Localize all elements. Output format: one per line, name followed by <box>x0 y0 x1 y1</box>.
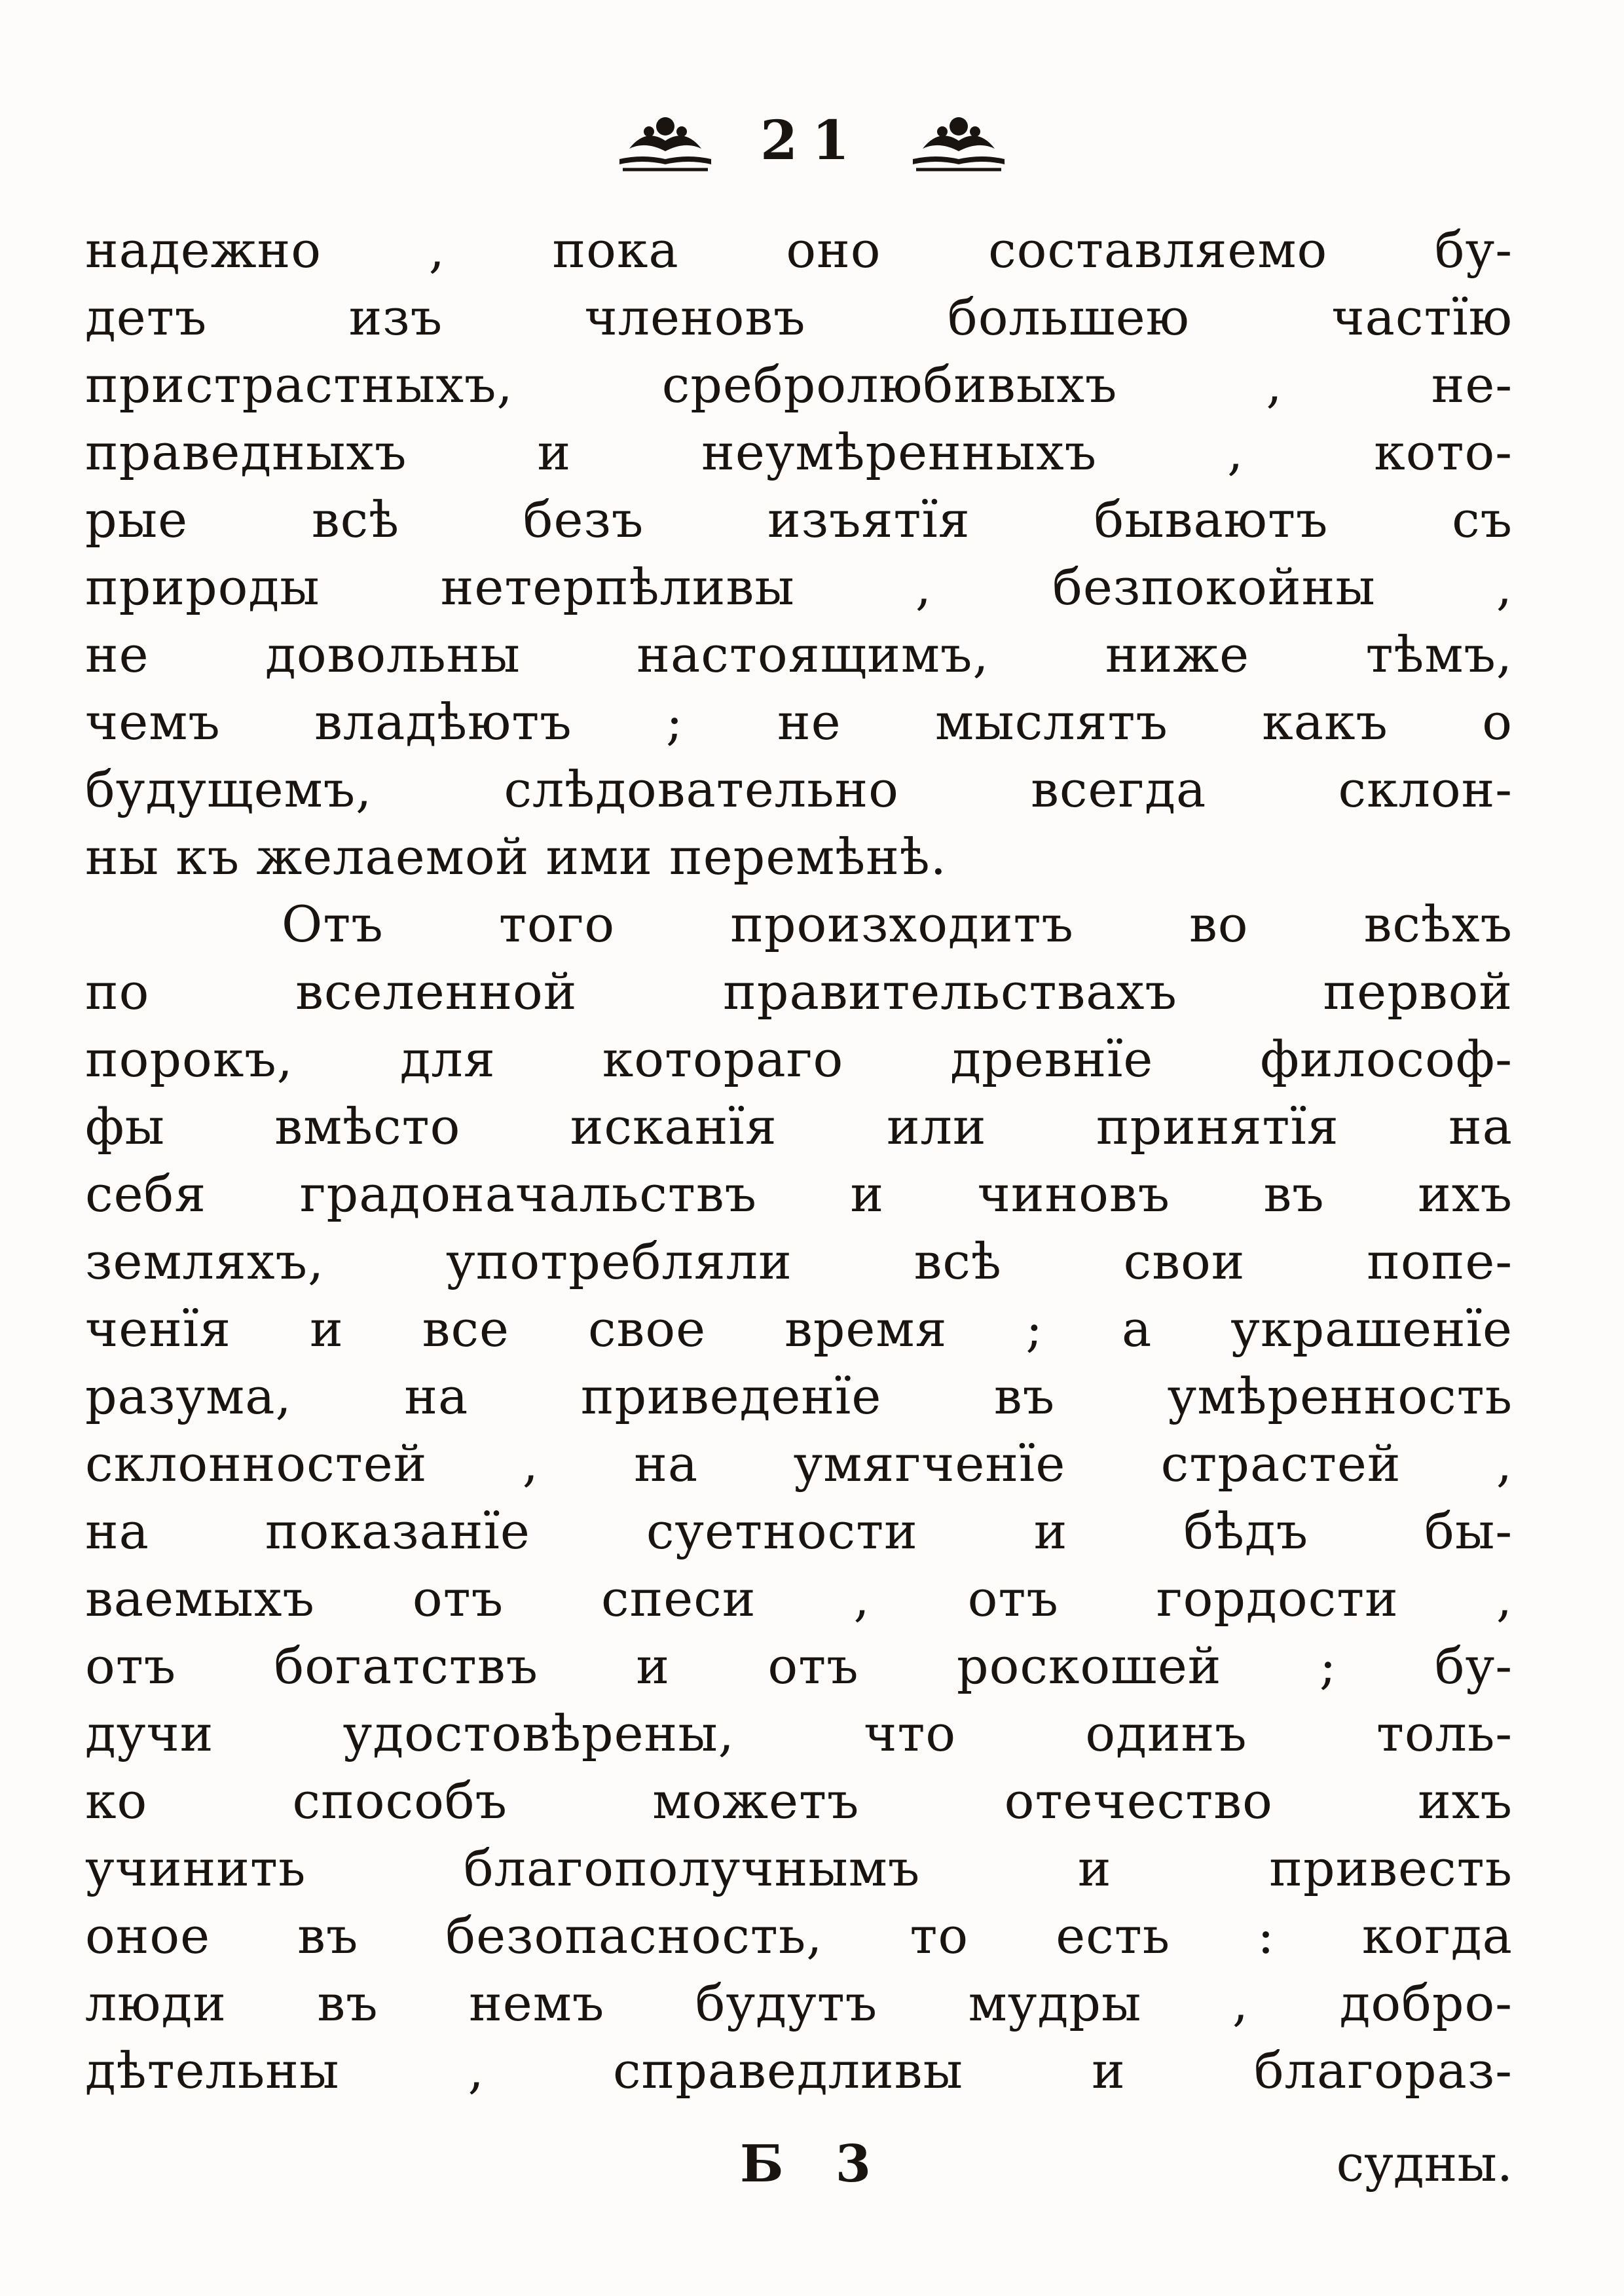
page-number: 21 <box>760 109 864 172</box>
text-line: земляхъ, употребляли всѣ свои попе- <box>85 1232 1513 1290</box>
crown-ornament-icon <box>910 108 1008 173</box>
crown-ornament-icon <box>616 108 714 173</box>
text-line: праведныхъ и неумѣренныхъ , кото- <box>85 423 1513 481</box>
text-line: отъ богатствъ и отъ роскошей ; бу- <box>85 1637 1513 1695</box>
text-line: природы нетерпѣливы , безпокойны , <box>85 558 1513 616</box>
text-line: чемъ владѣютъ ; не мыслятъ какъ о <box>85 693 1513 751</box>
text-line: себя градоначальствъ и чиновъ въ ихъ <box>85 1165 1513 1223</box>
catchword: судны. <box>1336 2134 1513 2193</box>
text-line: учинить благополучнымъ и привесть <box>85 1839 1513 1897</box>
page-footer <box>85 2134 1513 2206</box>
text-line: надежно , пока оно составляемо бу- <box>85 221 1513 279</box>
text-line: порокъ, для котораго древнїе философ- <box>85 1030 1513 1088</box>
text-line: по вселенной правительствахъ первой <box>85 962 1513 1021</box>
text-line: рые всѣ безъ изъятїя бываютъ съ <box>85 490 1513 549</box>
text-line: разума, на приведенїе въ умѣренность <box>85 1367 1513 1425</box>
text-line: дѣтельны , справедливы и благораз- <box>85 2041 1513 2100</box>
page-body-text <box>85 216 1513 2104</box>
signature-mark: Б 3 <box>740 2134 889 2194</box>
text-line: будущемъ, слѣдовательно всегда склон- <box>85 760 1513 818</box>
page-header <box>0 92 1624 190</box>
text-line: ны къ желаемой ими перемѣнѣ. <box>85 828 947 886</box>
text-line: ваемыхъ отъ спеси , отъ гордости , <box>85 1569 1513 1628</box>
text-line: не довольны настоящимъ, ниже тѣмъ, <box>85 625 1513 683</box>
text-line: ко способъ можетъ отечество ихъ <box>85 1772 1513 1830</box>
text-line: фы вмѣсто исканїя или принятїя на <box>85 1097 1513 1156</box>
text-line: дучи удостовѣрены, что одинъ толь- <box>85 1704 1513 1762</box>
text-line: на показанїе суетности и бѣдъ бы- <box>85 1502 1513 1560</box>
text-line: люди въ немъ будутъ мудры , добро- <box>85 1974 1513 2032</box>
text-line: Отъ того произходитъ во всѣхъ <box>282 895 1513 953</box>
text-line: склонностей , на умягченїе страстей , <box>85 1434 1513 1493</box>
text-line: пристрастныхъ, сребролюбивыхъ , не- <box>85 355 1513 414</box>
text-line: оное въ безопасность, то есть : когда <box>85 1906 1513 1965</box>
text-line: ченїя и все свое время ; а украшенїе <box>85 1300 1513 1358</box>
text-line: детъ изъ членовъ большею частїю <box>85 288 1513 346</box>
